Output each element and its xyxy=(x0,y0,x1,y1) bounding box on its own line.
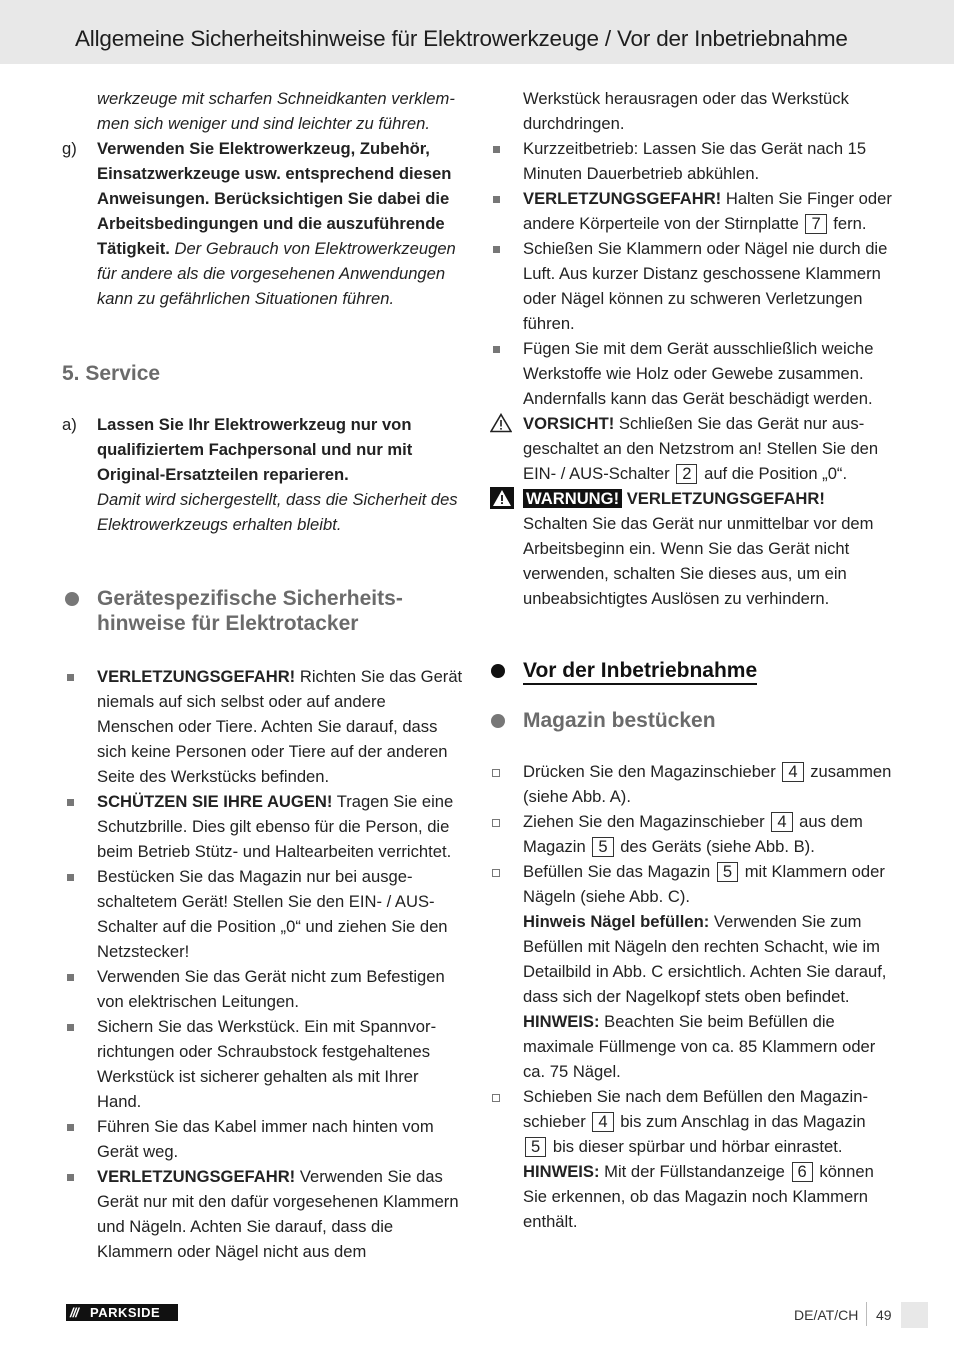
warning-bold: VERLETZUNGSGEFAHR! xyxy=(622,489,825,508)
bullet-2-bold: SCHÜTZEN SIE IHRE AUGEN! xyxy=(97,792,333,811)
right-bullet-4 xyxy=(488,336,892,411)
square-bullet-icon xyxy=(67,1124,74,1131)
device-safety-heading-text: Gerätespezifische Sicherheitshinweise für Elektrotacker xyxy=(97,587,403,635)
step-3-note-bold: HINWEIS: xyxy=(523,1012,600,1031)
square-bullet-icon xyxy=(67,874,74,881)
bullet-5 xyxy=(62,1014,466,1114)
step-2-text-a: Ziehen Sie den Magazinschieber xyxy=(523,812,765,831)
bullet-6 xyxy=(62,1114,466,1164)
square-bullet-icon xyxy=(493,346,500,353)
right-column xyxy=(488,86,892,1234)
step-3-text-b: mit Klammern oder Nägeln (siehe Abb. C). xyxy=(523,862,885,906)
item-g xyxy=(62,136,466,311)
bullet-4-text: Verwenden Sie das Gerät nicht zum Befestigen von elektrischen Leitungen. xyxy=(97,967,445,1011)
right-bullet-2-text: Halten Sie Finger oder andere Körperteile von der Stirnplatte xyxy=(523,189,892,233)
part-number-box: 5 xyxy=(592,837,613,857)
step-2-text-b: aus dem Magazin xyxy=(523,812,863,856)
bullet-1-text: Richten Sie das Gerät niemals auf sich selbst oder auf andere Menschen oder Tiere. Achten Sie darauf, dass sich keine Personen oder Tiere auf der anderen Seite des Werkstücks befinden. xyxy=(97,667,463,786)
item-g-marker: g) xyxy=(62,139,77,158)
step-3-hint-bold: Hinweis Nägel befüllen: xyxy=(523,912,710,931)
step-3 xyxy=(488,859,892,1084)
bullet-7-bold: VERLETZUNGSGEFAHR! xyxy=(97,1167,296,1186)
left-column xyxy=(62,86,466,1264)
bullet-3 xyxy=(62,864,466,964)
bullet-2 xyxy=(62,789,466,864)
step-4-text-b: bis zum Anschlag in das Magazin xyxy=(615,1112,866,1131)
part-number-box: 4 xyxy=(592,1112,613,1132)
square-bullet-icon xyxy=(67,1174,74,1181)
intro-text xyxy=(62,86,466,136)
page-header xyxy=(0,0,954,64)
service-heading: 5. Service xyxy=(62,362,161,385)
bullet-dot-icon xyxy=(65,592,79,606)
caution-note xyxy=(488,411,892,486)
square-bullet-icon xyxy=(493,146,500,153)
step-4 xyxy=(488,1084,892,1234)
caution-text: Schließen Sie das Gerät nur ausgeschaltet an den Netzstrom an! Stellen Sie den EIN- / AUS-Schalter xyxy=(523,414,879,483)
step-1-text-b: zusammen (siehe Abb. A). xyxy=(523,762,892,806)
step-4-text-a: Schieben Sie nach dem Befüllen den Magazinschieber xyxy=(523,1087,869,1131)
bullet-dot-icon xyxy=(491,664,505,678)
right-bullet-4-text: Fügen Sie mit dem Gerät ausschließlich weiche Werkstoffe wie Holz oder Gewebe zusammen. Andernfalls kann das Gerät beschädigt werden. xyxy=(523,339,874,408)
bullet-1 xyxy=(62,664,466,789)
step-2 xyxy=(488,809,892,859)
bullet-1-bold: VERLETZUNGSGEFAHR! xyxy=(97,667,296,686)
part-number-box: 4 xyxy=(782,762,803,782)
square-bullet-icon xyxy=(67,799,74,806)
step-3-note-text: Beachten Sie beim Befüllen die maximale Füllmenge von ca. 85 Klammern oder ca. 75 Nägel. xyxy=(523,1012,876,1081)
square-bullet-icon xyxy=(493,196,500,203)
magazin-heading xyxy=(488,708,892,733)
bullet-5-text: Sichern Sie das Werkstück. Ein mit Spannvorrichtungen oder Schraubstock festgehaltenes Werkstück ist sicherer gehalten als mit Ihrer Hand. xyxy=(97,1017,437,1111)
step-4-note-text-a: Mit der Füllstandanzeige xyxy=(599,1162,785,1181)
item-a-bold: Lassen Sie Ihr Elektrowerkzeug nur von qualifiziertem Fachpersonal und nur mit Original-Ersatzteilen reparieren. xyxy=(97,415,413,484)
intro-line-2: men sich weniger und sind leichter zu führen. xyxy=(97,114,430,133)
step-4-note-text-b: können Sie erkennen, ob das Magazin noch Klammern enthält. xyxy=(523,1162,874,1231)
continued-text xyxy=(488,86,892,136)
country-codes: DE/AT/CH xyxy=(794,1307,859,1323)
inbetriebnahme-heading xyxy=(488,658,892,684)
warning-badge: WARNUNG! xyxy=(523,489,622,508)
bullet-6-text: Führen Sie das Kabel immer nach hinten vom Gerät weg. xyxy=(97,1117,434,1161)
bullet-2-text: Tragen Sie eine Schutzbrille. Dies gilt ebenso für die Person, die beim Betrieb Stütz- und Haltearbeiten verrichtet. xyxy=(97,792,454,861)
footer-gray-box xyxy=(901,1302,928,1328)
right-bullet-3-text: Schießen Sie Klammern oder Nägel nie durch die Luft. Aus kurzer Distanz geschossene Klammern oder Nägel können zu schweren Verletzungen führen. xyxy=(523,239,888,333)
part-number-box: 6 xyxy=(792,1162,813,1182)
checkbox-square-icon xyxy=(492,869,500,877)
bullet-4 xyxy=(62,964,466,1014)
part-number-box: 2 xyxy=(676,464,697,484)
warning-text: Schalten Sie das Gerät nur unmittelbar vor dem Arbeitsbeginn ein. Wenn Sie das Gerät nicht verwenden, schalten Sie dieses aus, um ein unbeabsichtigtes Auslösen zu verhindern. xyxy=(523,514,874,608)
step-3-hint-text: Verwenden Sie zum Befüllen mit Nägeln den rechten Schacht, wie im Detailbild in Abb. C ersichtlich. Achten Sie darauf, dass sich der Nagelkopf stets oben befindet. xyxy=(523,912,887,1006)
item-a-marker: a) xyxy=(62,415,77,434)
right-bullet-1-text: Kurzzeitbetrieb: Lassen Sie das Gerät nach 15 Minuten Dauerbetrieb abkühlen. xyxy=(523,139,867,183)
caution-end: auf die Position „0“. xyxy=(699,464,848,483)
part-number-box: 4 xyxy=(771,812,792,832)
right-bullet-1 xyxy=(488,136,892,186)
checkbox-square-icon xyxy=(492,819,500,827)
intro-line-1: werkzeuge mit scharfen Schneidkanten verklem- xyxy=(97,89,455,108)
caution-triangle-icon xyxy=(490,413,512,433)
inbetriebnahme-heading-text: Vor der Inbetriebnahme xyxy=(523,659,757,685)
caution-bold: VORSICHT! xyxy=(523,414,615,433)
continued-text-body: Werkstück herausragen oder das Werkstück durchdringen. xyxy=(523,89,849,133)
right-bullet-2-bold: VERLETZUNGSGEFAHR! xyxy=(523,189,722,208)
warning-triangle-icon xyxy=(490,487,514,509)
item-a-italic: Damit wird sichergestellt, dass die Sicherheit des Elektrowerkzeugs erhalten bleibt. xyxy=(97,490,458,534)
bullet-3-text: Bestücken Sie das Magazin nur bei ausgeschaltetem Gerät! Stellen Sie den EIN- / AUS-Schalter auf die Position „0“ und ziehen Sie den Netzstecker! xyxy=(97,867,448,961)
bullet-7-text: Verwenden Sie das Gerät nur mit den dafür vorgesehenen Klammern und Nägeln. Achten Sie darauf, dass die Klammern oder Nägel nicht aus dem xyxy=(97,1167,459,1261)
footer-divider xyxy=(866,1302,867,1326)
checkbox-square-icon xyxy=(492,1094,500,1102)
page-number: 49 xyxy=(876,1307,892,1323)
square-bullet-icon xyxy=(67,974,74,981)
right-bullet-2 xyxy=(488,186,892,236)
magazin-heading-text: Magazin bestücken xyxy=(523,709,716,732)
step-2-text-c: des Geräts (siehe Abb. B). xyxy=(615,837,815,856)
part-number-box: 5 xyxy=(717,862,738,882)
item-g-bold: Verwenden Sie Elektrowerkzeug, Zubehör, Einsatzwerkzeuge usw. entsprechend diesen Anweisungen. Berücksichtigen Sie dabei die Arbeitsbedingungen und die auszuführende Tätigkeit. xyxy=(97,139,452,258)
step-4-note-bold: HINWEIS: xyxy=(523,1162,600,1181)
square-bullet-icon xyxy=(67,674,74,681)
bullet-7 xyxy=(62,1164,466,1264)
page-title: Allgemeine Sicherheitshinweise für Elektrowerkzeuge / Vor der Inbetriebnahme xyxy=(75,26,848,51)
right-bullet-2-end: fern. xyxy=(833,214,867,233)
device-safety-heading xyxy=(62,586,466,636)
part-number-box: 7 xyxy=(805,214,826,234)
logo-stripes: /// xyxy=(70,1305,78,1320)
part-number-box: 5 xyxy=(525,1137,546,1157)
step-4-text-c: bis dieser spürbar und hörbar einrastet. xyxy=(548,1137,843,1156)
checkbox-square-icon xyxy=(492,769,500,777)
square-bullet-icon xyxy=(493,246,500,253)
right-bullet-3 xyxy=(488,236,892,336)
bullet-dot-icon xyxy=(491,714,505,728)
square-bullet-icon xyxy=(67,1024,74,1031)
step-1 xyxy=(488,759,892,809)
warning-note xyxy=(488,486,892,611)
item-g-italic: Der Gebrauch von Elektrowerkzeugen für andere als die vorgesehenen Anwendungen kann zu gefährlichen Situationen führen. xyxy=(97,239,456,308)
item-a xyxy=(62,412,466,537)
step-1-text-a: Drücken Sie den Magazinschieber xyxy=(523,762,776,781)
step-3-text-a: Befüllen Sie das Magazin xyxy=(523,862,711,881)
parkside-logo xyxy=(66,1304,178,1321)
logo-brand-text: PARKSIDE xyxy=(90,1305,161,1320)
